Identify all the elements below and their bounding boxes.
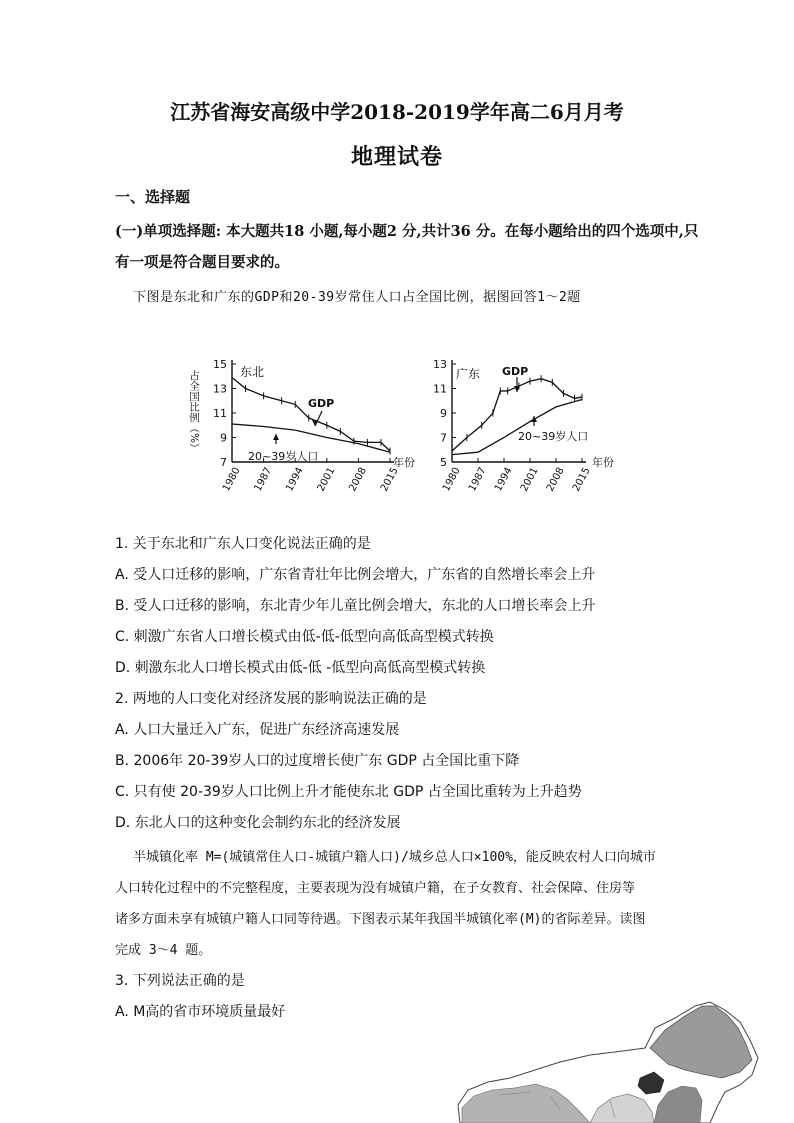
chart-title: 广东 [456,367,481,381]
x-tick-label: 2015 [378,465,401,494]
gdp-label: GDP [502,365,529,378]
x-tick-label: 1994 [284,465,306,494]
q2-option-a: A. 人口大量迁入广东，促进广东经济高速发展 [115,722,400,738]
china-map [440,1000,794,1123]
passage2-line-3: 诸多方面未享有城镇户籍人口同等待遇。下图表示某年我国半城镇化率(M)的省际差异。读图 [115,912,646,927]
gdp-line [232,377,390,451]
chart-title: 东北 [240,365,265,379]
q1-option-c: C. 刺激广东省人口增长模式由低-低-低型向高低高型模式转换 [115,629,494,645]
y-tick-label: 11 [433,382,447,396]
x-tick-label: 1987 [466,465,489,494]
population-line [232,424,390,452]
y-tick-label: 9 [440,407,447,420]
passage2-line-1: 半城镇化率 M=(城镇常住人口-城镇户籍人口)/城乡总人口×100%，能反映农村人口向城市 [133,850,656,865]
q1-option-a: A. 受人口迁移的影响，广东省青壮年比例会增大，广东省的自然增长率会上升 [115,567,596,583]
x-tick-label: 2008 [347,465,369,494]
q3-option-a: A. M高的省市环境质量最好 [115,1004,286,1020]
x-tick-label: 2008 [544,465,567,494]
y-tick-label: 11 [213,407,227,420]
q2-stem: 2. 两地的人口变化对经济发展的影响说法正确的是 [115,691,427,707]
chart-northeast [180,350,425,495]
x-tick-label: 1980 [220,465,243,494]
subject-title: 地理试卷 [350,144,443,170]
x-axis-label: 年份 [393,456,415,469]
gdp-label: GDP [308,397,335,410]
q2-option-d: D. 东北人口的这种变化会制约东北的经济发展 [115,815,401,831]
section-heading: 一、选择题 [115,188,191,206]
passage2-line-4: 完成 3～4 题。 [115,943,212,958]
chart-guangdong [420,350,645,495]
x-tick-label: 1980 [440,465,463,494]
y-tick-label: 5 [440,456,447,469]
passage1-intro: 下图是东北和广东的GDP和20-39岁常住人口占全国比例，据图回答1～2题 [133,290,581,305]
y-tick-label: 7 [220,456,227,469]
y-tick-label: 13 [433,358,447,371]
y-tick-label: 9 [220,431,227,445]
x-tick-label: 2001 [518,465,541,494]
q1-option-d: D. 刺激东北人口增长模式由低-低 -低型向高低高型模式转换 [115,660,486,676]
y-tick-label: 15 [213,358,227,371]
q2-option-b: B. 2006年 20-39岁人口的过度增长使广东 GDP 占全国比重下降 [115,753,520,769]
y-tick-label: 13 [213,382,227,396]
population-line [452,400,582,455]
q2-option-c: C. 只有使 20-39岁人口比例上升才能使东北 GDP 占全国比重转为上升趋势 [115,784,582,800]
y-tick-label: 7 [440,431,447,445]
q1-stem: 1. 关于东北和广东人口变化说法正确的是 [115,536,371,552]
q1-option-b: B. 受人口迁移的影响，东北青少年儿童比例会增大，东北的人口增长率会上升 [115,598,596,614]
gdp-arrowhead [312,420,318,426]
x-tick-label: 2015 [570,465,593,494]
x-axis-label: 年份 [592,456,614,469]
population-label: 20~39岁人口 [518,430,589,443]
population-arrowhead [273,434,279,440]
instruction-line-2: 有一项是符合题目要求的。 [115,254,289,271]
instruction-line-1: (一)单项选择题: 本大题共18 小题,每小题2 分,共计36 分。在每小题给出的四个选项中,只 [115,223,699,240]
passage2-line-2: 人口转化过程中的不完整程度，主要表现为没有城镇户籍，在子女教育、社会保障、住房等 [115,881,636,896]
x-tick-label: 2001 [315,465,338,494]
exam-title: 江苏省海安高级中学2018-2019学年高二6月月考 [170,100,624,124]
y-axis-label: 占全国比例（%） [188,370,200,454]
x-tick-label: 1987 [252,465,275,494]
population-arrowhead [531,416,537,422]
population-label: 20~39岁人口 [248,450,319,463]
x-tick-label: 1994 [492,465,515,494]
q3-stem: 3. 下列说法正确的是 [115,973,245,989]
